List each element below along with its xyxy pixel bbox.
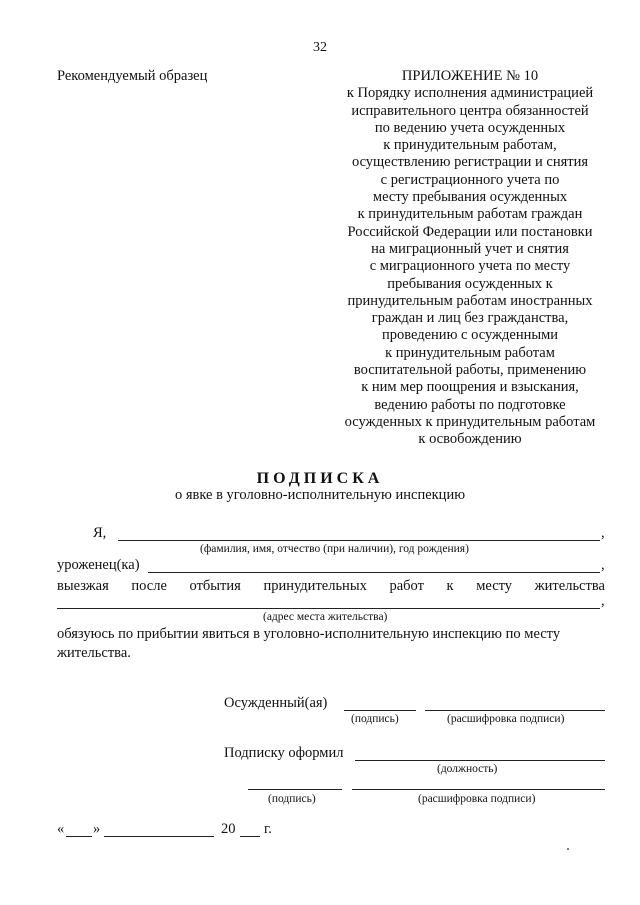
appendix-line: по ведению учета осужденных bbox=[374, 119, 566, 136]
prepared-by-label: Подписку оформил bbox=[224, 745, 344, 761]
obligation-text-end: жительства. bbox=[57, 645, 131, 661]
leaving-word: отбытия bbox=[189, 578, 241, 594]
decoding-caption: (расшифровка подписи) bbox=[418, 793, 536, 805]
date-open-quote: « bbox=[57, 821, 65, 837]
appendix-title: ПРИЛОЖЕНИЕ № 10 bbox=[401, 68, 539, 84]
appendix-line: принудительным работам иностранных bbox=[347, 292, 593, 309]
officer-signature-line[interactable] bbox=[248, 789, 342, 790]
month-field-line[interactable] bbox=[104, 836, 214, 837]
address-caption: (адрес места жительства) bbox=[263, 611, 388, 623]
appendix-line: к принудительным работам bbox=[385, 344, 555, 361]
convict-signature-line[interactable] bbox=[344, 710, 416, 711]
year-field-line[interactable] bbox=[240, 836, 260, 837]
obligation-text: обязуюсь по прибытии явиться в уголовно-исполнительную инспекцию по месту bbox=[57, 626, 561, 642]
appendix-line: пребывания осужденных к bbox=[387, 275, 553, 292]
position-line[interactable] bbox=[355, 760, 605, 761]
signature-caption: (подпись) bbox=[268, 793, 316, 805]
comma: , bbox=[601, 557, 605, 573]
convict-decoding-line[interactable] bbox=[425, 710, 605, 711]
year-prefix: 20 bbox=[221, 821, 236, 837]
appendix-line: проведению с осужденными bbox=[381, 327, 559, 344]
scan-speck bbox=[567, 848, 569, 850]
comma: , bbox=[601, 525, 605, 541]
page-number: 32 bbox=[313, 40, 327, 55]
leaving-phrase bbox=[57, 578, 605, 595]
appendix-line: осуществлению регистрации и снятия bbox=[351, 154, 589, 171]
i-label: Я, bbox=[93, 525, 107, 541]
recommended-sample-label: Рекомендуемый образец bbox=[57, 68, 208, 84]
appendix-line: ведению работы по подготовке bbox=[374, 396, 566, 413]
appendix-line: осужденных к принудительным работам bbox=[344, 413, 596, 430]
appendix-header bbox=[330, 68, 610, 449]
signature-caption: (подпись) bbox=[351, 713, 399, 725]
leaving-word: работ bbox=[389, 578, 424, 594]
year-suffix: г. bbox=[264, 821, 272, 837]
convict-label: Осужденный(ая) bbox=[224, 695, 328, 711]
address-field-line[interactable] bbox=[57, 608, 600, 609]
appendix-line: к Порядку исполнения администрацией bbox=[346, 85, 594, 102]
appendix-line: на миграционный учет и снятия bbox=[371, 240, 569, 257]
officer-decoding-line[interactable] bbox=[352, 789, 605, 790]
form-subtitle: о явке в уголовно-исполнительную инспекцию bbox=[174, 487, 466, 503]
appendix-line: к принудительным работам, bbox=[383, 137, 557, 154]
name-caption: (фамилия, имя, отчество (при наличии), год рождения) bbox=[200, 543, 469, 555]
appendix-line: исправительного центра обязанностей bbox=[351, 102, 589, 119]
appendix-line: к принудительным работам граждан bbox=[357, 206, 583, 223]
appendix-line: к освобождению bbox=[418, 431, 522, 448]
leaving-word: жительства bbox=[534, 578, 605, 594]
name-field-line[interactable] bbox=[118, 540, 600, 541]
appendix-line: месту пребывания осужденных bbox=[372, 189, 568, 206]
appendix-line: Российской Федерации или постановки bbox=[347, 223, 593, 240]
appendix-line: граждан и лиц без гражданства, bbox=[371, 310, 569, 327]
appendix-line: с регистрационного учета по bbox=[380, 171, 560, 188]
appendix-line: воспитательной работы, применению bbox=[353, 362, 587, 379]
native-label: уроженец(ка) bbox=[57, 557, 140, 573]
birthplace-field-line[interactable] bbox=[148, 572, 600, 573]
day-field-line[interactable] bbox=[66, 836, 92, 837]
leaving-word: после bbox=[131, 578, 167, 594]
position-caption: (должность) bbox=[437, 763, 498, 775]
form-title: ПОДПИСКА bbox=[256, 470, 384, 487]
appendix-line: с миграционного учета по месту bbox=[369, 258, 571, 275]
decoding-caption: (расшифровка подписи) bbox=[447, 713, 565, 725]
leaving-word: выезжая bbox=[57, 578, 109, 594]
leaving-word: принудительных bbox=[263, 578, 367, 594]
appendix-line: к ним мер поощрения и взыскания, bbox=[361, 379, 579, 396]
leaving-word: месту bbox=[476, 578, 513, 594]
date-close-quote: » bbox=[93, 821, 101, 837]
leaving-word: к bbox=[446, 578, 454, 594]
comma: , bbox=[601, 593, 605, 609]
